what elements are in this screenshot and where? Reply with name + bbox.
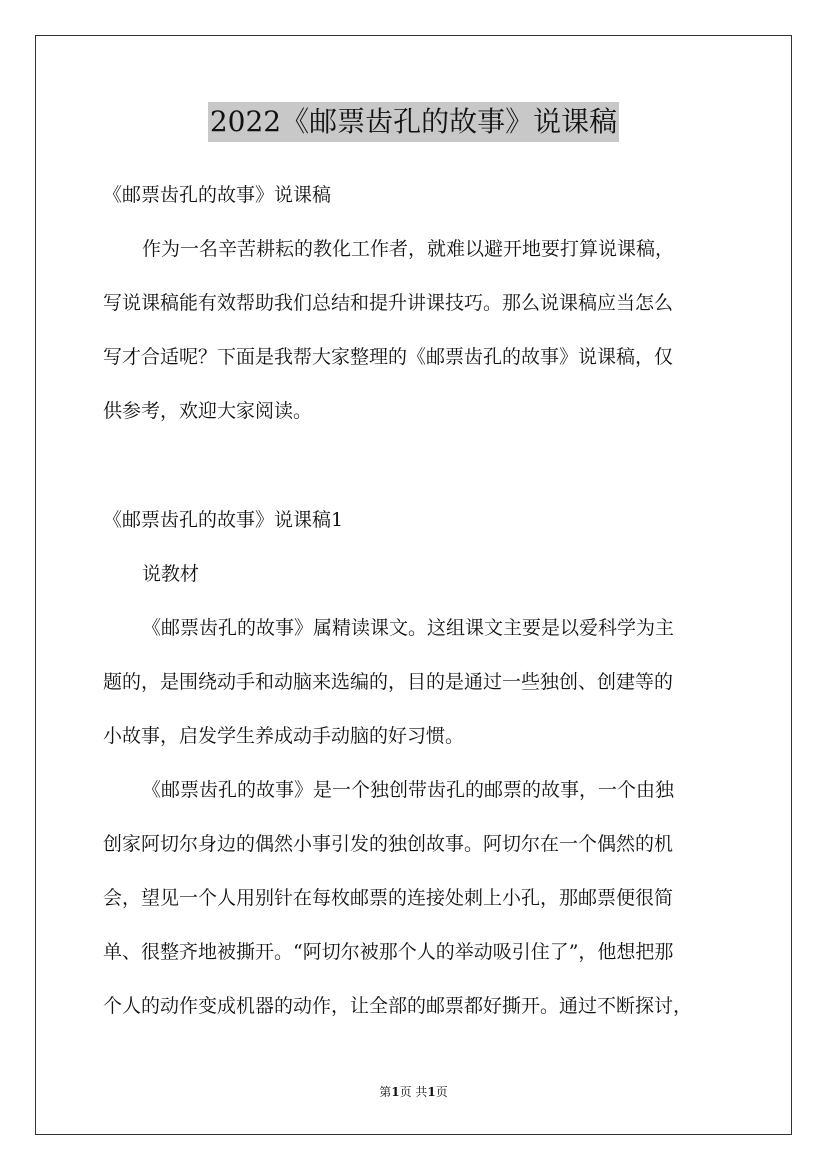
paragraph-line: 写才合适呢？下面是我帮大家整理的《邮票齿孔的故事》说课稿，仅 <box>103 346 674 368</box>
paragraph-line: 会，望见一个人用别针在每枚邮票的连接处刺上小孔，那邮票便很简 <box>103 887 674 909</box>
paragraph-line: 供参考，欢迎大家阅读。 <box>103 400 313 422</box>
footer-page-number: 1 <box>391 1085 400 1099</box>
subsection-heading: 说教材 <box>142 563 200 585</box>
paragraph-line: 作为一名辛苦耕耘的教化工作者，就难以避开地要打算说课稿， <box>142 238 675 260</box>
document-title: 2022《邮票齿孔的故事》说课稿 <box>208 102 619 142</box>
footer-prefix: 第 <box>379 1085 392 1099</box>
paragraph-line: 《邮票齿孔的故事》属精读课文。这组课文主要是以爱科学为主 <box>142 617 675 639</box>
title-container <box>0 102 827 142</box>
paragraph-line: 写说课稿能有效帮助我们总结和提升讲课技巧。那么说课稿应当怎么 <box>103 292 674 314</box>
footer-suffix: 页 <box>435 1085 448 1099</box>
page-footer <box>0 1083 827 1101</box>
subtitle-line: 《邮票齿孔的故事》说课稿 <box>103 184 332 206</box>
section-heading: 《邮票齿孔的故事》说课稿1 <box>103 509 344 531</box>
paragraph-line: 题的，是围绕动手和动脑来选编的，目的是通过一些独创、创建等的 <box>103 671 674 693</box>
paragraph-line: 个人的动作变成机器的动作，让全部的邮票都好撕开。通过不断探讨， <box>103 995 693 1017</box>
paragraph-line: 创家阿切尔身边的偶然小事引发的独创故事。阿切尔在一个偶然的机 <box>103 833 674 855</box>
footer-mid: 页 共 <box>399 1085 428 1099</box>
paragraph-line: 《邮票齿孔的故事》是一个独创带齿孔的邮票的故事，一个由独 <box>142 779 675 801</box>
paragraph-line: 小故事，启发学生养成动手动脑的好习惯。 <box>103 725 465 747</box>
paragraph-line: 单、很整齐地被撕开。“阿切尔被那个人的举动吸引住了”，他想把那 <box>103 941 674 963</box>
footer-total-pages: 1 <box>427 1085 436 1099</box>
